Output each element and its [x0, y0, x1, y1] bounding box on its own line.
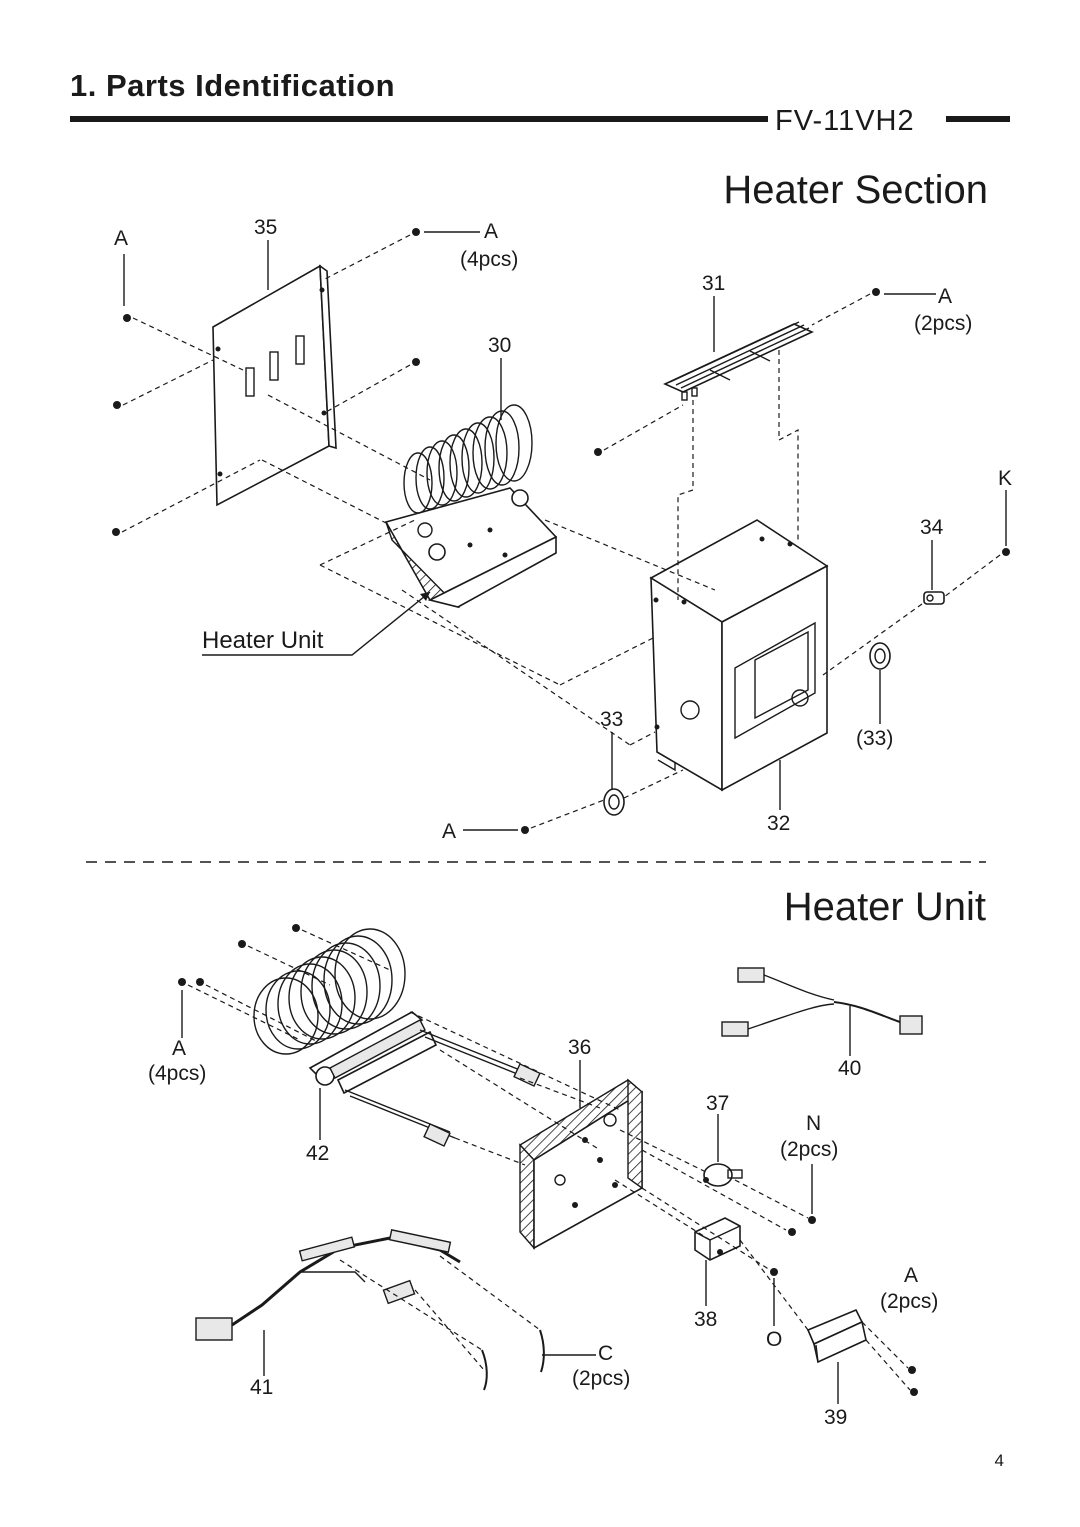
- part-36-label: 36: [568, 1036, 592, 1059]
- ref-c: C: [598, 1342, 614, 1365]
- part-42-label: 42: [306, 1142, 330, 1165]
- wire-harness-40: [722, 968, 922, 1036]
- coil-heater-30: [386, 405, 556, 607]
- bracket-39: [808, 1310, 866, 1362]
- part-32-label: 32: [767, 812, 791, 835]
- ref-a-top: A: [484, 220, 499, 243]
- leaders-heater-unit: [182, 990, 850, 1404]
- heater-unit-title: Heater Unit: [783, 885, 986, 929]
- part-39-label: 39: [824, 1406, 848, 1429]
- power-cord-41: [196, 1230, 460, 1340]
- terminal-box-36: [520, 1080, 642, 1248]
- header-rule-left: [70, 116, 768, 122]
- ref-n-qty: (2pcs): [780, 1138, 839, 1161]
- part-34-label: 34: [920, 516, 944, 539]
- mounting-plate-35: [213, 266, 336, 505]
- part-40-label: 40: [838, 1057, 862, 1080]
- heater-section-title: Heater Section: [723, 168, 988, 212]
- ref-k: K: [998, 467, 1013, 490]
- ref-a-left-unit: A: [172, 1037, 187, 1060]
- ref-a-right-unit: A: [904, 1264, 919, 1287]
- ref-a-top-qty: (4pcs): [460, 248, 519, 271]
- part-35-label: 35: [254, 216, 278, 239]
- page-number: 4: [994, 1451, 1004, 1470]
- model-number: FV-11VH2: [775, 105, 915, 137]
- part-30-label: 30: [488, 334, 512, 357]
- part-37-label: 37: [706, 1092, 730, 1115]
- section-title: 1. Parts Identification: [70, 68, 396, 103]
- part-33-label: 33: [600, 708, 624, 731]
- grille-31: [665, 322, 812, 400]
- ref-a-bottom: A: [442, 820, 457, 843]
- thermostat-37: [703, 1164, 742, 1186]
- header-rule-right: [946, 116, 1010, 122]
- ref-a-right-qty: (2pcs): [914, 312, 973, 335]
- ref-a-right: A: [938, 285, 953, 308]
- coil-assembly-42: [254, 929, 540, 1146]
- heater-unit-callout: Heater Unit: [202, 627, 324, 654]
- relay-38: [695, 1218, 740, 1260]
- clamp-34: [924, 592, 944, 604]
- ref-a-left: A: [114, 227, 129, 250]
- part-31-label: 31: [702, 272, 726, 295]
- part-33b-label: (33): [856, 727, 894, 750]
- ref-o: O: [766, 1328, 783, 1351]
- part-38-label: 38: [694, 1308, 718, 1331]
- clips-c: [482, 1330, 544, 1390]
- ref-n: N: [806, 1112, 822, 1135]
- ref-c-qty: (2pcs): [572, 1367, 631, 1390]
- ref-a-right-unit-qty: (2pcs): [880, 1290, 939, 1313]
- part-41-label: 41: [250, 1376, 274, 1399]
- ref-a-left-unit-qty: (4pcs): [148, 1062, 207, 1085]
